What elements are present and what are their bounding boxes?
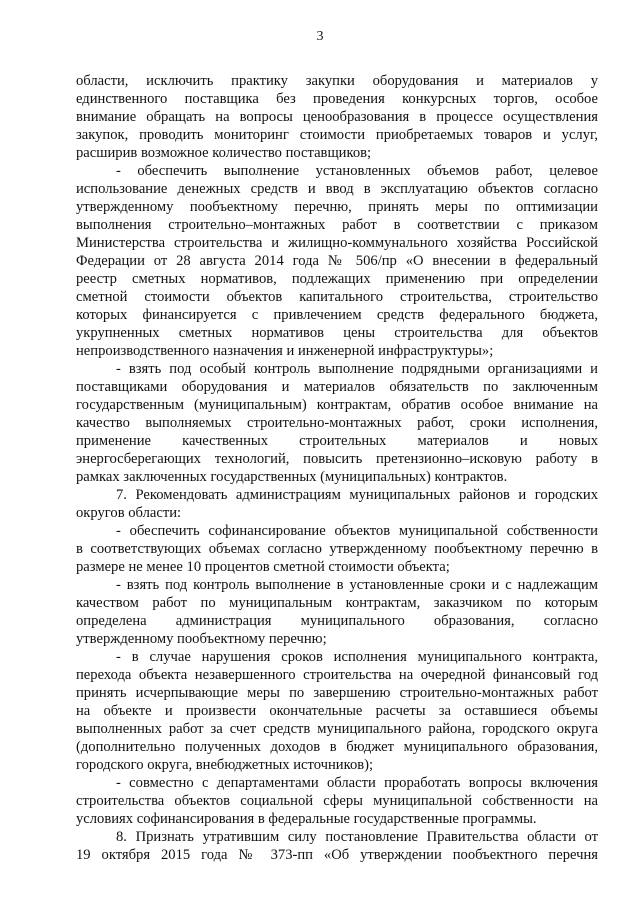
text-line: - в случае нарушения сроков исполнения муниципального контракта,: [116, 649, 598, 665]
text-line: качеством работ по муниципальным контрактам, заказчиком по которым: [76, 595, 598, 611]
text-line: на объекте и произвести окончательные расчеты за оставшиеся объемы: [76, 703, 598, 719]
text-line: - обеспечить софинансирование объектов муниципальной собственности: [116, 523, 598, 539]
text-line: Федерации от 28 августа 2014 года № 506/пр «О внесении в федеральный: [76, 253, 598, 269]
text-line: внимание обращать на вопросы ценообразования в процессе осуществления: [76, 109, 598, 125]
text-line: утвержденному пообъектному перечню;: [76, 631, 327, 647]
page-number: 3: [316, 29, 324, 44]
text-line: расширив возможное количество поставщиков;: [76, 145, 372, 161]
text-line: округов области:: [76, 505, 182, 521]
text-line: применение качественных строительных материалов и новых: [76, 433, 598, 449]
text-line: 19 октября 2015 года № 373-пп «Об утверждении пообъектного перечня: [76, 847, 598, 863]
text-line: Министерства строительства и жилищно-коммунального хозяйства Российской: [76, 235, 598, 251]
text-line: перехода объекта незавершенного строительства на очередной финансовый год: [76, 667, 598, 683]
text-line: единственного поставщика без проведения конкурсных торгов, особое: [76, 91, 598, 107]
text-line: 7. Рекомендовать администрациям муниципальных районов и городских: [116, 487, 598, 503]
text-line: качество выполняемых строительно-монтажных работ, сроки исполнения,: [76, 415, 598, 431]
text-line: - взять под контроль выполнение в установленные сроки и с надлежащим: [116, 577, 598, 593]
text-line: которых финансируется с привлечением средств федерального бюджета,: [76, 307, 598, 323]
text-line: - взять под особый контроль выполнение подрядными организациями и: [116, 361, 598, 377]
text-line: государственным (муниципальным) контрактам, обратив особое внимание на: [76, 397, 598, 413]
text-line: в соответствующих объемах согласно утвержденному пообъектному перечню в: [76, 541, 598, 557]
text-line: непроизводственного назначения и инженерной инфраструктуры»;: [76, 343, 494, 359]
text-line: реестр сметных нормативов, подлежащих применению при определении: [76, 271, 598, 287]
text-line: использование денежных средств и ввод в эксплуатацию объектов согласно: [76, 181, 598, 197]
text-line: поставщиками оборудования и материалов обязательств по заключенным: [76, 379, 598, 395]
text-line: - совместно с департаментами области проработать вопросы включения: [116, 775, 598, 791]
text-line: рамках заключенных государственных (муниципальных) контрактов.: [76, 469, 508, 485]
text-line: - обеспечить выполнение установленных объемов работ, целевое: [116, 163, 598, 179]
text-line: строительства объектов социальной сферы муниципальной собственности на: [76, 793, 598, 809]
text-line: (дополнительно полученных доходов в бюджет муниципального образования,: [76, 739, 598, 755]
text-line: условиях софинансирования в федеральные государственные программы.: [76, 811, 537, 827]
text-line: энергосберегающих технологий, повысить претензионно–исковую работу в: [76, 451, 598, 467]
text-line: области, исключить практику закупки оборудования и материалов у: [76, 73, 598, 89]
text-line: укрупненных сметных нормативов цены строительства для объектов: [76, 325, 598, 341]
document-body: [76, 72, 598, 864]
text-line: определена администрация муниципального образования, согласно: [76, 613, 598, 629]
text-line: сметной стоимости объектов капитального строительства, строительство: [76, 289, 598, 305]
text-line: 8. Признать утратившим силу постановление Правительства области от: [116, 829, 598, 845]
text-line: городского округа, внебюджетных источников);: [76, 757, 374, 773]
text-line: выполненных работ за счет средств муниципального района, городского округа: [76, 721, 598, 737]
text-line: размере не менее 10 процентов сметной стоимости объекта;: [76, 559, 450, 575]
text-line: выполнения строительно–монтажных работ в соответствии с приказом: [76, 217, 598, 233]
text-line: утвержденному пообъектному перечню, принять меры по оптимизации: [76, 199, 598, 215]
text-line: закупок, проводить мониторинг стоимости приобретаемых товаров и услуг,: [76, 127, 598, 143]
text-line: принять исчерпывающие меры по завершению строительно-монтажных работ: [76, 685, 598, 701]
